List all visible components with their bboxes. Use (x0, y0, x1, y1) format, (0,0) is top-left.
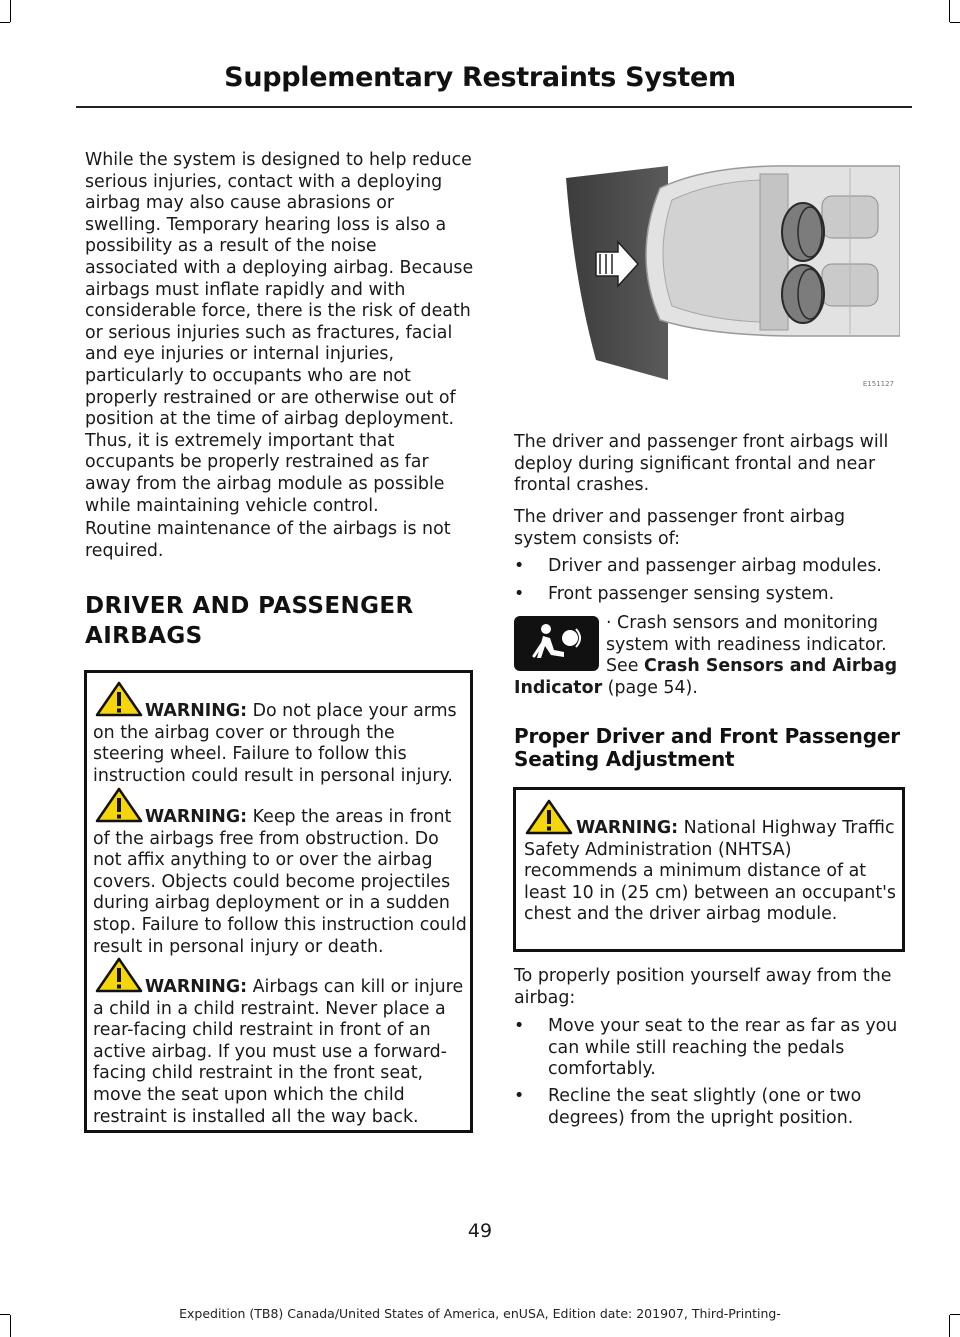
crop-mark (10, 0, 11, 22)
list-item-text: Recline the seat slightly (one or two degrees) from the upright position. (548, 1086, 862, 1128)
warning-item (524, 818, 902, 926)
warning-item (93, 701, 469, 787)
crop-mark (950, 22, 960, 23)
warning-label: WARNING: (576, 818, 679, 838)
airbag-deployment-illustration (560, 160, 900, 390)
crash-sensor-paragraph (514, 613, 909, 699)
subsection-heading: Proper Driver and Front Passenger Seating Adjustment (514, 724, 900, 771)
warning-label: WARNING: (145, 701, 248, 721)
warning-item (93, 977, 469, 1128)
page-title: Supplementary Restraints System (224, 62, 736, 93)
section-heading-line2: AIRBAGS (85, 623, 203, 649)
bullet-mark: • (514, 1086, 525, 1106)
bullet-mark: • (514, 556, 525, 576)
bullet-mark: • (514, 584, 525, 604)
list-item-text: Driver and passenger airbag modules. (548, 556, 882, 576)
maintenance-paragraph: Routine maintenance of the airbags is not required. (85, 519, 451, 561)
header-rule (76, 106, 912, 108)
warning-text: Airbags can kill or injure a child in a child restraint. Never place a rear-facing child restraint in front of an active airbag. If you must use a forward-facing child restraint in the front seat, move the seat upon which the child restraint is installed all the way back. (93, 977, 464, 1127)
warning-box (84, 670, 473, 1133)
bullet-mark: • (514, 1016, 525, 1036)
warning-text: National Highway Traffic Safety Administration (NHTSA) recommends a minimum distance of at least 10 in (25 cm) between an occupant's chest and the driver airbag module. (524, 818, 896, 925)
warning-text: Do not place your arms on the airbag cover or through the steering wheel. Failure to follow this instruction could result in personal injury. (93, 701, 457, 786)
system-paragraph: The driver and passenger front airbag system consists of: (514, 507, 846, 549)
crop-mark (0, 22, 10, 23)
warning-text: Keep the areas in front of the airbags free from obstruction. Do not affix anything to or over the airbag covers. Objects could become projectiles during airbag deployment or in a sudden stop. Failure to follow this instruction could result in personal injury or death. (93, 807, 467, 957)
warning-box (513, 787, 905, 952)
crash-sensor-link[interactable]: Crash Sensors and Airbag Indicator (514, 656, 898, 698)
intro-paragraph: While the system is designed to help reduce serious injuries, contact with a deploying airbag may also cause abrasions or swelling. Temporary hearing loss is also a possibility as a result of the noise associated with a deploying airbag. Because airbags must inflate rapidly and with considerable force, there is the risk of death or serious injuries such as fractures, facial and eye injuries or internal injuries, particularly to occupants who are not properly restrained or are otherwise out of position at the time of airbag deployment. Thus, it is extremely important that occupants be properly restrained as far away from the airbag module as possible while maintaining vehicle control. (85, 150, 474, 516)
page-reference: (page 54). (602, 677, 698, 698)
crash-sensor-text: · Crash sensors and monitoring system with readiness indicator. See (606, 613, 887, 677)
crop-mark (949, 0, 950, 22)
warning-label: WARNING: (145, 807, 248, 827)
warning-item (93, 807, 469, 958)
page-number: 49 (467, 1220, 493, 1242)
warning-label: WARNING: (145, 977, 248, 997)
list-item-text: Move your seat to the rear as far as you can while still reaching the pedals comfortably. (548, 1016, 898, 1080)
position-paragraph: To properly position yourself away from the airbag: (514, 966, 892, 1008)
deploy-paragraph: The driver and passenger front airbags will deploy during significant frontal and near frontal crashes. (514, 432, 889, 496)
list-item-text: Front passenger sensing system. (548, 584, 835, 604)
edition-note: Expedition (TB8) Canada/United States of America, enUSA, Edition date: 201907, Third-Printing- (179, 1306, 781, 1321)
section-heading-line1: DRIVER AND PASSENGER (85, 593, 414, 619)
image-code: E151127 (862, 380, 894, 388)
